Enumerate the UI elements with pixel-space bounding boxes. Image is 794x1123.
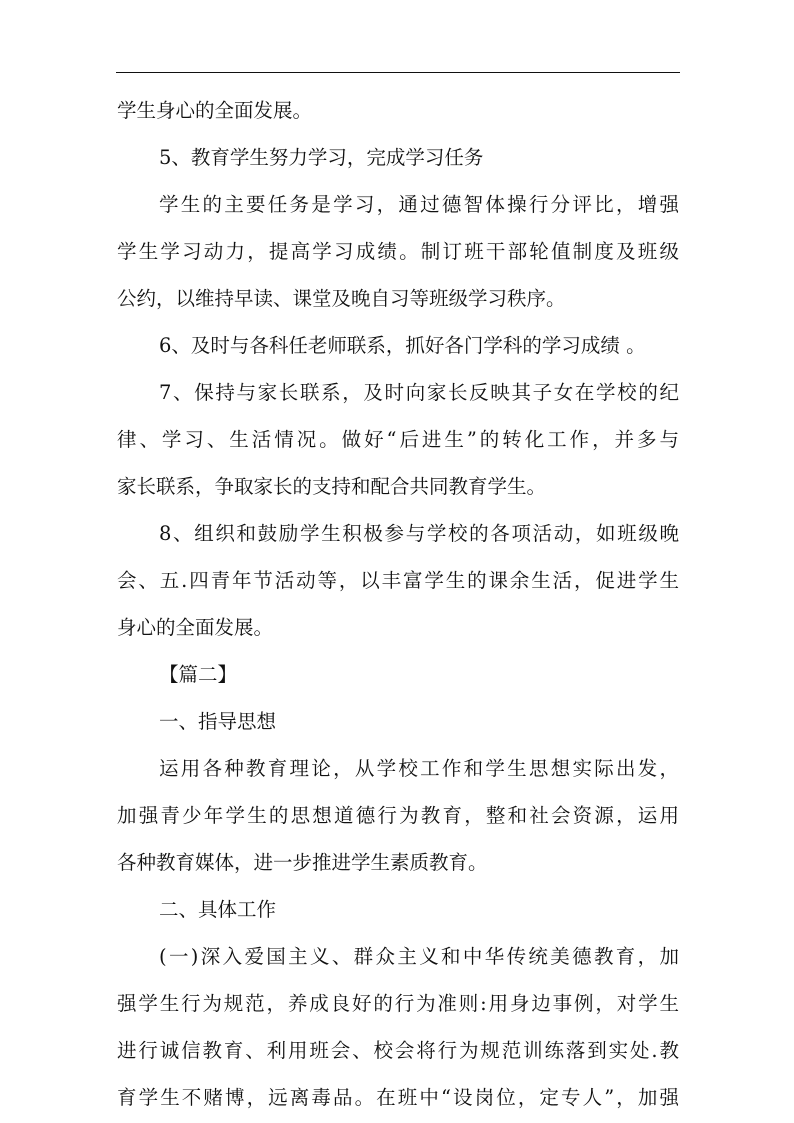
section-heading: 【篇二】 bbox=[159, 663, 238, 686]
text-line: 8、组织和鼓励学生积极参与学校的各项活动，如班级晚 bbox=[159, 522, 679, 545]
text-line: 公约，以维持早读、课堂及晚自习等班级学习秩序。 bbox=[117, 287, 566, 310]
text-line: 家长联系，争取家长的支持和配合共同教育学生。 bbox=[117, 475, 547, 498]
text-line: 育学生不赌博，远离毒品。在班中“设岗位，定专人”，加强 bbox=[117, 1086, 679, 1109]
text-line: 律、学习、生活情况。做好“后进生”的转化工作，并多与 bbox=[117, 428, 679, 451]
subsection-heading: 二、具体工作 bbox=[159, 898, 277, 921]
text-line: 学生学习动力，提高学习成绩。制订班干部轮值制度及班级 bbox=[117, 240, 679, 263]
text-line: 加强青少年学生的思想道德行为教育，整和社会资源，运用 bbox=[117, 804, 679, 827]
text-line: 学生的主要任务是学习，通过德智体操行分评比，增强 bbox=[159, 193, 679, 216]
text-line: (一)深入爱国主义、群众主义和中华传统美德教育，加 bbox=[159, 945, 679, 968]
text-line: 身心的全面发展。 bbox=[117, 616, 274, 639]
text-line: 会、五.四青年节活动等，以丰富学生的课余生活，促进学生 bbox=[117, 569, 679, 592]
document-body bbox=[117, 87, 679, 1121]
text-line: 学生身心的全面发展。 bbox=[117, 99, 313, 122]
text-line: 强学生行为规范，养成良好的行为准则:用身边事例，对学生 bbox=[117, 992, 679, 1015]
header-rule bbox=[116, 72, 680, 73]
text-line: 运用各种教育理论，从学校工作和学生思想实际出发， bbox=[159, 757, 679, 780]
text-line: 5、教育学生努力学习，完成学习任务 bbox=[159, 146, 484, 169]
subsection-heading: 一、指导思想 bbox=[159, 710, 277, 733]
text-line: 各种教育媒体，进一步推进学生素质教育。 bbox=[117, 851, 488, 874]
text-line: 7、保持与家长联系，及时向家长反映其子女在学校的纪 bbox=[159, 381, 679, 404]
text-line: 进行诚信教育、利用班会、校会将行为规范训练落到实处.教 bbox=[117, 1039, 679, 1062]
text-line: 6、及时与各科任老师联系，抓好各门学科的学习成绩 。 bbox=[159, 334, 646, 357]
